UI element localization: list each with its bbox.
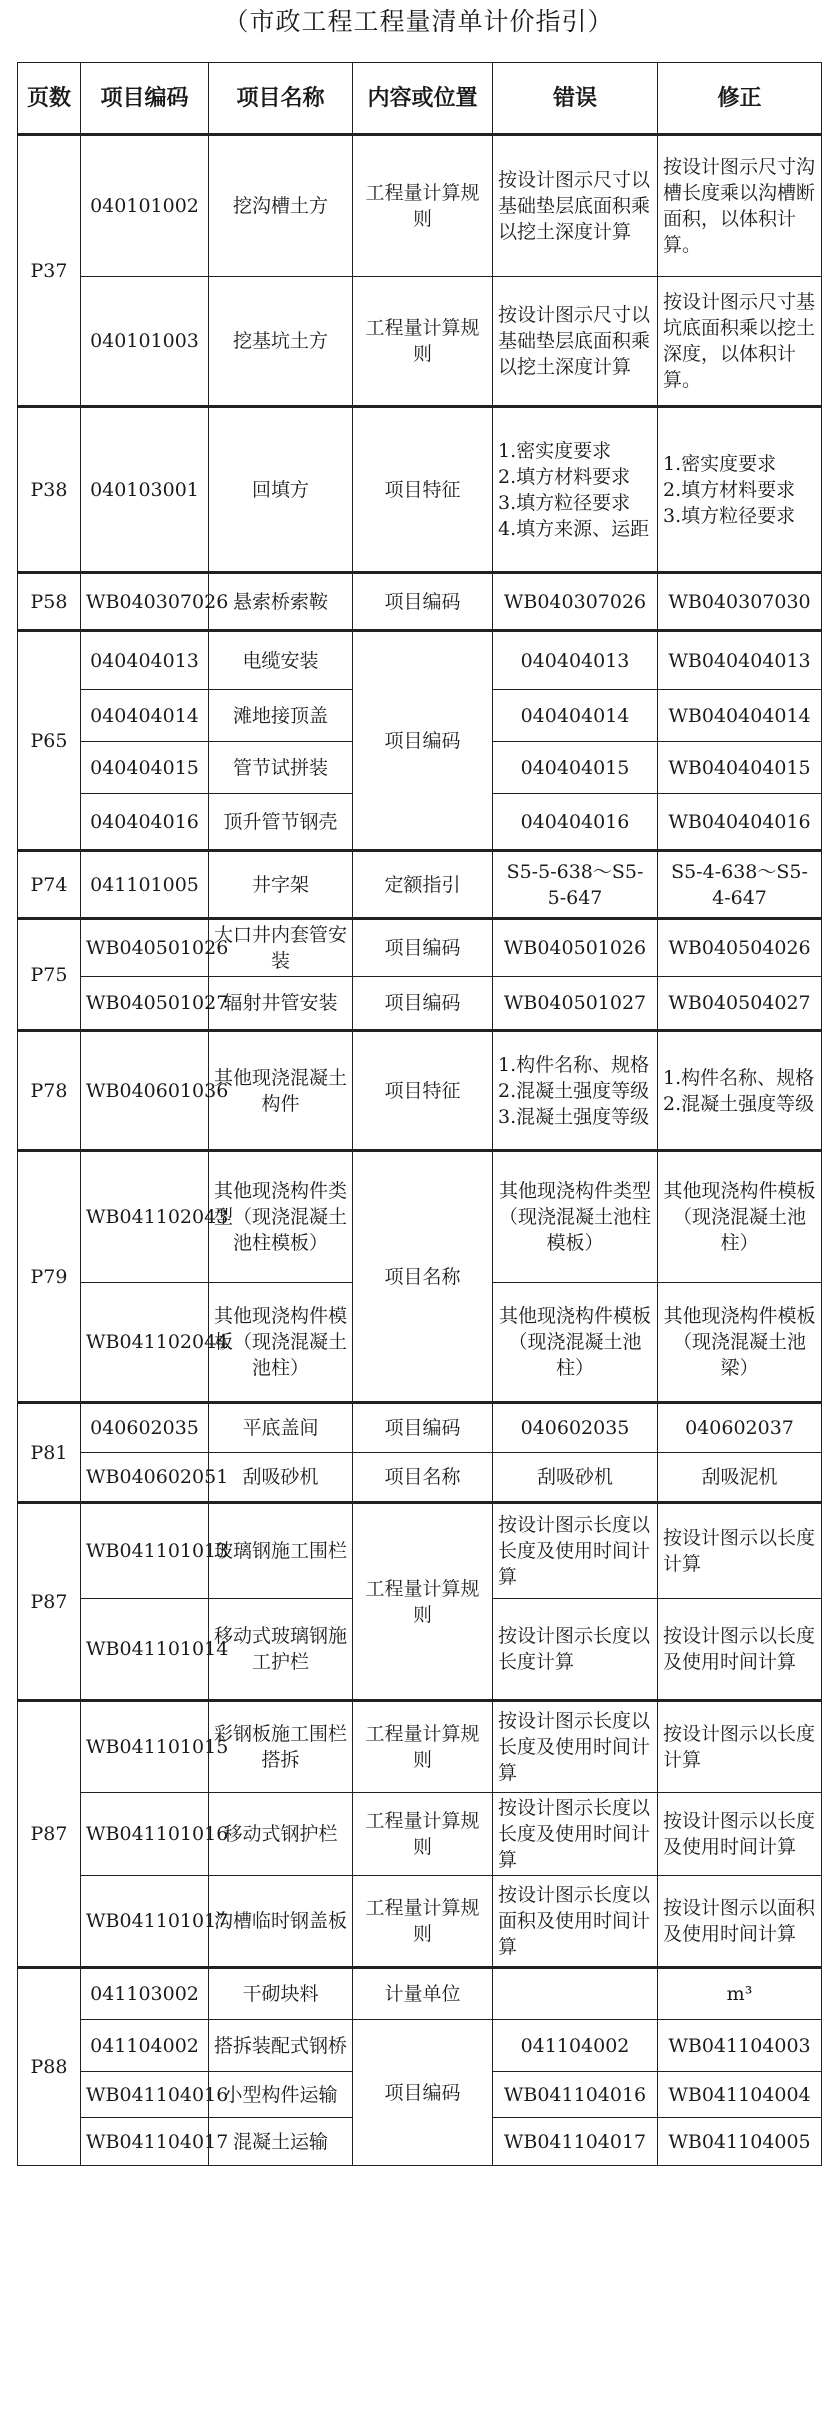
table-row [18,1453,822,1503]
fix-cell: 按设计图示以面积及使用时间计算 [658,1876,822,1968]
list-item: 3.填方粒径要求 [663,504,796,527]
list-item: 3.填方粒径要求 [498,491,631,514]
code-cell: WB041102044 [81,1283,209,1403]
wrong-cell: 按设计图示尺寸以基础垫层底面积乘以挖土深度计算 [493,135,658,277]
code-cell: WB040307026 [81,573,209,631]
header-wrong: 错误 [493,63,658,135]
wrong-cell: 按设计图示长度以长度及使用时间计算 [493,1701,658,1793]
table-row [18,977,822,1031]
location-cell: 项目特征 [353,1031,493,1151]
code-cell: 040404016 [81,794,209,851]
table-row [18,1701,822,1793]
fix-cell: 040602037 [658,1403,822,1453]
code-cell: WB041101017 [81,1876,209,1968]
location-cell: 项目编码 [353,573,493,631]
name-cell: 干砌块料 [209,1968,353,2020]
header-code: 项目编码 [81,63,209,135]
table-row [18,919,822,977]
fix-cell: 按设计图示尺寸基坑底面积乘以挖土深度，以体积计算。 [658,277,822,407]
fix-cell: WB040404013 [658,631,822,690]
code-cell: 040602035 [81,1403,209,1453]
name-cell: 玻璃钢施工围栏 [209,1503,353,1599]
header-name: 项目名称 [209,63,353,135]
code-cell: WB041102043 [81,1151,209,1283]
code-cell: 040404013 [81,631,209,690]
code-cell: 040103001 [81,407,209,573]
list-item: 1.构件名称、规格 [498,1053,650,1076]
table-row [18,1151,822,1283]
code-cell: 041104002 [81,2020,209,2072]
name-cell: 管节试拼装 [209,742,353,794]
list-item: 1.密实度要求 [498,439,612,462]
fix-cell: S5-4-638～S5-4-647 [658,851,822,919]
fix-cell: 其他现浇构件模板（现浇混凝土池柱） [658,1151,822,1283]
page-cell: P74 [18,851,81,919]
name-cell: 平底盖间 [209,1403,353,1453]
wrong-cell: 其他现浇构件类型（现浇混凝土池柱模板） [493,1151,658,1283]
table-row [18,1968,822,2020]
fix-cell: WB040504027 [658,977,822,1031]
name-cell: 大口井内套管安装 [209,919,353,977]
header-page: 页数 [18,63,81,135]
location-cell: 项目编码 [353,2020,493,2166]
location-cell: 工程量计算规则 [353,277,493,407]
name-cell: 搭拆装配式钢桥 [209,2020,353,2072]
name-cell: 电缆安装 [209,631,353,690]
location-cell: 项目编码 [353,977,493,1031]
table-row [18,1876,822,1968]
wrong-cell: 040404015 [493,742,658,794]
page-cell: P37 [18,135,81,407]
wrong-cell: 其他现浇构件模板（现浇混凝土池柱） [493,1283,658,1403]
fix-cell: WB040404015 [658,742,822,794]
location-cell: 项目名称 [353,1453,493,1503]
header-location: 内容或位置 [353,63,493,135]
fix-cell: 刮吸泥机 [658,1453,822,1503]
table-row [18,1503,822,1599]
location-cell: 项目编码 [353,919,493,977]
name-cell: 其他现浇构件类型（现浇混凝土池柱模板） [209,1151,353,1283]
wrong-cell: 按设计图示长度以长度及使用时间计算 [493,1503,658,1599]
list-item: 1.密实度要求 [663,452,777,475]
errata-table [17,62,822,2166]
name-cell: 移动式玻璃钢施工护栏 [209,1599,353,1701]
wrong-cell [493,407,658,573]
fix-cell [658,407,822,573]
code-cell: WB040601036 [81,1031,209,1151]
list-item: 2.填方材料要求 [498,465,631,488]
wrong-cell [493,1031,658,1151]
fix-cell: WB041104004 [658,2072,822,2118]
table-row [18,407,822,573]
list-item: 2.填方材料要求 [663,478,796,501]
list-item: 1.构件名称、规格 [663,1066,815,1089]
code-cell: 041103002 [81,1968,209,2020]
location-cell: 项目特征 [353,407,493,573]
name-cell: 挖基坑土方 [209,277,353,407]
fix-cell: 按设计图示以长度计算 [658,1701,822,1793]
code-cell: WB040501026 [81,919,209,977]
wrong-cell: 040404013 [493,631,658,690]
name-cell: 其他现浇构件模板（现浇混凝土池柱） [209,1283,353,1403]
wrong-cell: 040404014 [493,690,658,742]
wrong-cell: 041104002 [493,2020,658,2072]
page-cell: P65 [18,631,81,851]
table-row [18,2020,822,2072]
table-row [18,573,822,631]
location-cell: 工程量计算规则 [353,1793,493,1876]
table-row [18,1031,822,1151]
code-cell: WB041104016 [81,2072,209,2118]
code-cell: 040404015 [81,742,209,794]
location-cell: 工程量计算规则 [353,1701,493,1793]
fix-cell: 按设计图示以长度及使用时间计算 [658,1793,822,1876]
wrong-cell: 按设计图示长度以长度及使用时间计算 [493,1793,658,1876]
table-row [18,135,822,277]
code-cell: WB041101014 [81,1599,209,1701]
wrong-cell: 040602035 [493,1403,658,1453]
code-cell: 040101002 [81,135,209,277]
name-cell: 刮吸砂机 [209,1453,353,1503]
name-cell: 挖沟槽土方 [209,135,353,277]
page-cell: P87 [18,1503,81,1701]
name-cell: 辐射井管安装 [209,977,353,1031]
location-cell: 工程量计算规则 [353,1503,493,1701]
location-cell: 计量单位 [353,1968,493,2020]
location-cell: 项目编码 [353,631,493,851]
name-cell: 顶升管节钢壳 [209,794,353,851]
list-item: 2.混凝土强度等级 [498,1079,650,1102]
code-cell: 040404014 [81,690,209,742]
location-cell: 项目名称 [353,1151,493,1403]
fix-cell: 按设计图示以长度及使用时间计算 [658,1599,822,1701]
fix-cell: WB040504026 [658,919,822,977]
code-cell: WB040602051 [81,1453,209,1503]
name-cell: 滩地接顶盖 [209,690,353,742]
code-cell: 040101003 [81,277,209,407]
wrong-cell: WB040307026 [493,573,658,631]
name-cell: 移动式钢护栏 [209,1793,353,1876]
table-row [18,851,822,919]
code-cell: WB041101015 [81,1701,209,1793]
wrong-cell: WB040501026 [493,919,658,977]
page-cell: P81 [18,1403,81,1503]
code-cell: WB041101016 [81,1793,209,1876]
table-row [18,1793,822,1876]
name-cell: 小型构件运输 [209,2072,353,2118]
location-cell: 定额指引 [353,851,493,919]
fix-cell: m³ [658,1968,822,2020]
location-cell: 工程量计算规则 [353,135,493,277]
fix-cell: 其他现浇构件模板（现浇混凝土池梁） [658,1283,822,1403]
page-cell: P88 [18,1968,81,2166]
page-cell: P75 [18,919,81,1031]
fix-cell: WB040404014 [658,690,822,742]
fix-cell: WB041104005 [658,2118,822,2166]
wrong-cell: S5-5-638～S5-5-647 [493,851,658,919]
page-cell: P58 [18,573,81,631]
location-cell: 项目编码 [353,1403,493,1453]
fix-cell [658,1031,822,1151]
wrong-cell: 按设计图示尺寸以基础垫层底面积乘以挖土深度计算 [493,277,658,407]
table-row [18,631,822,690]
name-cell: 井字架 [209,851,353,919]
name-cell: 悬索桥索鞍 [209,573,353,631]
wrong-cell: WB041104016 [493,2072,658,2118]
page-cell: P78 [18,1031,81,1151]
fix-cell: WB040404016 [658,794,822,851]
location-cell: 工程量计算规则 [353,1876,493,1968]
list-item: 2.混凝土强度等级 [663,1092,815,1115]
name-cell: 沟槽临时钢盖板 [209,1876,353,1968]
name-cell: 混凝土运输 [209,2118,353,2166]
name-cell: 回填方 [209,407,353,573]
wrong-cell: 040404016 [493,794,658,851]
code-cell: WB041104017 [81,2118,209,2166]
wrong-cell [493,1968,658,2020]
name-cell: 其他现浇混凝土构件 [209,1031,353,1151]
code-cell: 041101005 [81,851,209,919]
wrong-cell: WB040501027 [493,977,658,1031]
fix-cell: WB041104003 [658,2020,822,2072]
page-cell: P79 [18,1151,81,1403]
code-cell: WB040501027 [81,977,209,1031]
fix-cell: 按设计图示尺寸沟槽长度乘以沟槽断面积，以体积计算。 [658,135,822,277]
header-row [18,63,822,135]
table-row [18,277,822,407]
wrong-cell: 按设计图示长度以长度计算 [493,1599,658,1701]
page-cell: P87 [18,1701,81,1968]
wrong-cell: 刮吸砂机 [493,1453,658,1503]
wrong-cell: WB041104017 [493,2118,658,2166]
wrong-cell: 按设计图示长度以面积及使用时间计算 [493,1876,658,1968]
page-title: （市政工程工程量清单计价指引） [223,7,614,36]
fix-cell: WB040307030 [658,573,822,631]
list-item: 3.混凝土强度等级 [498,1105,650,1128]
page-cell: P38 [18,407,81,573]
name-cell: 彩钢板施工围栏搭拆 [209,1701,353,1793]
fix-cell: 按设计图示以长度计算 [658,1503,822,1599]
code-cell: WB041101013 [81,1503,209,1599]
list-item: 4.填方来源、运距 [498,517,650,540]
table-row [18,1403,822,1453]
header-fix: 修正 [658,63,822,135]
